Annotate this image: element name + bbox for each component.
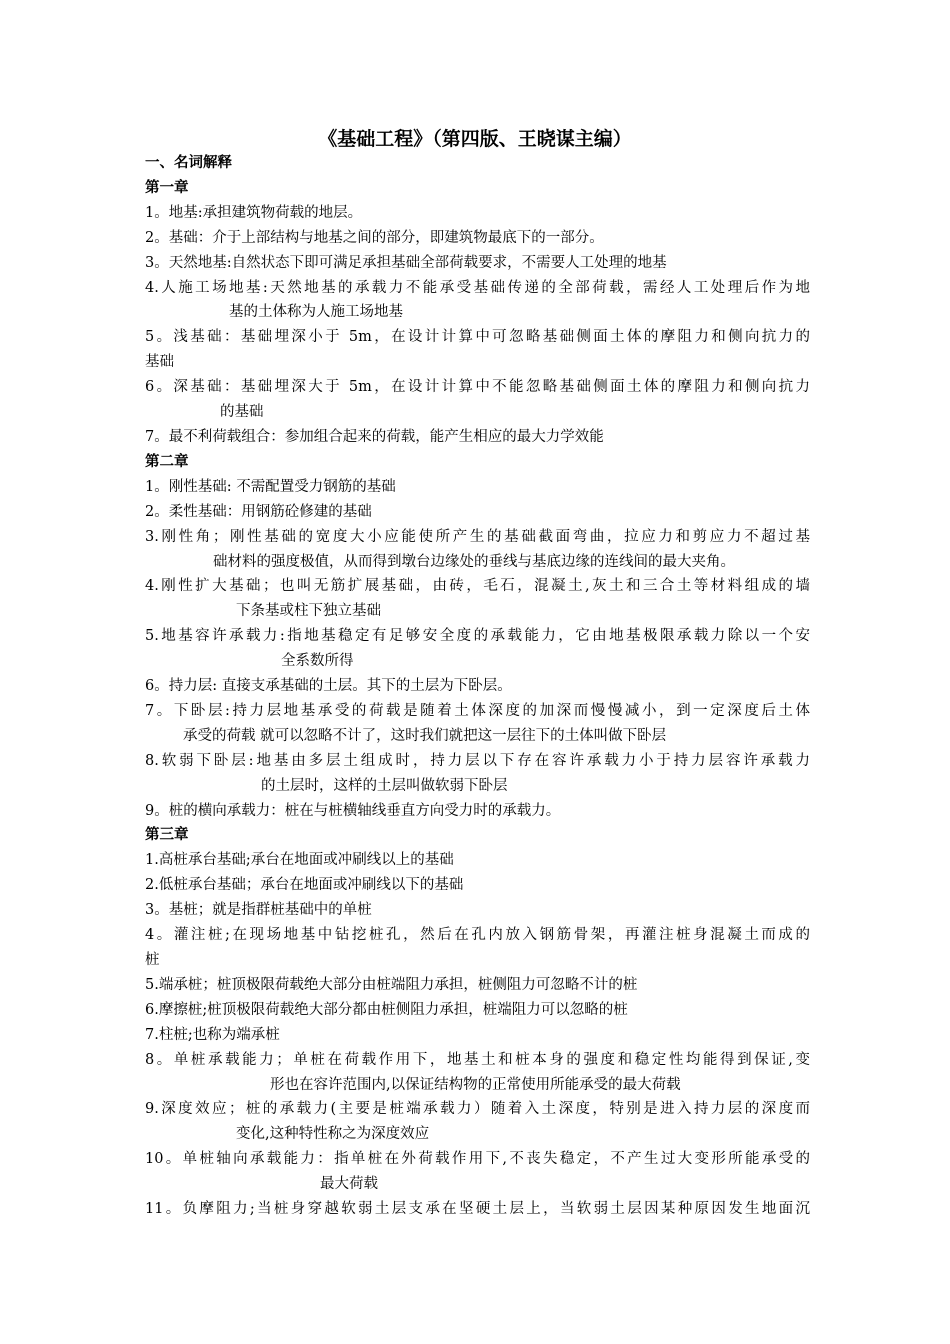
definition-line: 8.软弱下卧层:地基由多层土组成时，持力层以下存在容许承载力小于持力层容许承载力: [145, 752, 810, 769]
section-heading: 一、名词解释: [145, 154, 232, 171]
document-body: [145, 151, 810, 1222]
definition-line: 8。单桩承载能力；单桩在荷载作用下，地基土和桩本身的强度和稳定性均能得到保证,变: [145, 1051, 810, 1068]
definition-line: 3。基桩；就是指群桩基础中的单桩: [145, 902, 372, 919]
chapter-heading: 第三章: [145, 826, 189, 844]
definition-line: 4.人施工场地基:天然地基的承载力不能承受基础传递的全部荷载，需经人工处理后作为地: [145, 279, 810, 296]
definition-line: 1。地基:承担建筑物荷载的地层。: [145, 204, 363, 221]
definition-line: 11。负摩阻力;当桩身穿越软弱土层支承在坚硬土层上，当软弱土层因某种原因发生地面沉: [145, 1201, 810, 1218]
definition-line: 3。天然地基:自然状态下即可满足承担基础全部荷载要求，不需要人工处理的地基: [145, 254, 667, 271]
definition-continuation: 最大荷载: [320, 1176, 378, 1193]
definition-line: 3.刚性角；刚性基础的宽度大小应能使所产生的基础截面弯曲，拉应力和剪应力不超过基: [145, 528, 810, 545]
definition-line: 4。灌注桩;在现场地基中钻挖桩孔，然后在孔内放入钢筋骨架，再灌注桩身混凝土而成的: [145, 927, 810, 944]
definition-line: 7.柱桩;也称为端承桩: [145, 1026, 280, 1043]
definition-continuation: 形也在容许范围内,以保证结构物的正常使用所能承受的最大荷载: [270, 1076, 681, 1093]
definition-line: 1.高桩承台基础;承台在地面或冲刷线以上的基础: [145, 852, 454, 869]
definition-line: 7。下卧层:持力层地基承受的荷载是随着土体深度的加深而慢慢减小，到一定深度后土体: [145, 702, 810, 719]
chapter-heading: 第二章: [145, 452, 189, 470]
definition-line: 9.深度效应；桩的承载力(主要是桩端承载力）随着入土深度，特别是进入持力层的深度而: [145, 1101, 810, 1118]
definition-continuation: 承受的荷载 就可以忽略不计了，这时我们就把这一层往下的土体叫做下卧层: [183, 727, 667, 744]
document-title: 《基础工程》（第四版、王晓谋主编）: [318, 128, 632, 150]
definition-line: 1。刚性基础: 不需配置受力钢筋的基础: [145, 478, 396, 495]
definition-continuation: 的土层时，这样的土层叫做软弱下卧层: [261, 777, 508, 794]
definition-continuation: 的基础: [220, 404, 264, 421]
definition-line: 7。最不利荷载组合：参加组合起来的荷载，能产生相应的最大力学效能: [145, 428, 604, 445]
definition-continuation: 基的土体称为人施工场地基: [229, 304, 403, 321]
definition-line: 6。持力层: 直接支承基础的土层。其下的土层为下卧层。: [145, 678, 512, 695]
definition-line: 5.地基容许承载力:指地基稳定有足够安全度的承载能力，它由地基极限承载力除以一个安: [145, 628, 810, 645]
definition-line: 9。桩的横向承载力：桩在与桩横轴线垂直方向受力时的承载力。: [145, 802, 561, 819]
definition-continuation: 下条基或柱下独立基础: [236, 603, 381, 620]
definition-line: 6。深基础：基础埋深大于 5m，在设计计算中不能忽略基础侧面土体的摩阻力和侧向抗力: [145, 379, 810, 396]
definition-line: 5。浅基础：基础埋深小于 5m，在设计计算中可忽略基础侧面土体的摩阻力和侧向抗力的: [145, 329, 810, 346]
definition-line: 5.端承桩；桩顶极限荷载绝大部分由桩端阻力承担，桩侧阻力可忽略不计的桩: [145, 976, 638, 993]
definition-continuation: 桩: [145, 952, 160, 968]
definition-continuation: 全系数所得: [281, 653, 354, 670]
definition-continuation: 基础: [145, 354, 174, 371]
definition-continuation: 础材料的强度极值，从而得到墩台边缘处的垂线与基底边缘的连线间的最大夹角。: [213, 553, 735, 570]
definition-line: 2.低桩承台基础；承台在地面或冲刷线以下的基础: [145, 877, 464, 894]
definition-line: 6.摩擦桩;桩顶极限荷载绝大部分都由桩侧阻力承担，桩端阻力可以忽略的桩: [145, 1001, 628, 1018]
definition-line: 2。柔性基础：用钢筋砼修建的基础: [145, 503, 372, 520]
definition-continuation: 变化,这种特性称之为深度效应: [236, 1126, 430, 1143]
chapter-heading: 第一章: [145, 178, 189, 196]
definition-line: 10。单桩轴向承载能力：指单桩在外荷载作用下,不丧失稳定，不产生过大变形所能承受的: [145, 1151, 810, 1168]
definition-line: 4.刚性扩大基础；也叫无筋扩展基础，由砖，毛石，混凝土,灰土和三合土等材料组成的墙: [145, 578, 810, 595]
definition-line: 2。基础：介于上部结构与地基之间的部分，即建筑物最底下的一部分。: [145, 229, 604, 246]
